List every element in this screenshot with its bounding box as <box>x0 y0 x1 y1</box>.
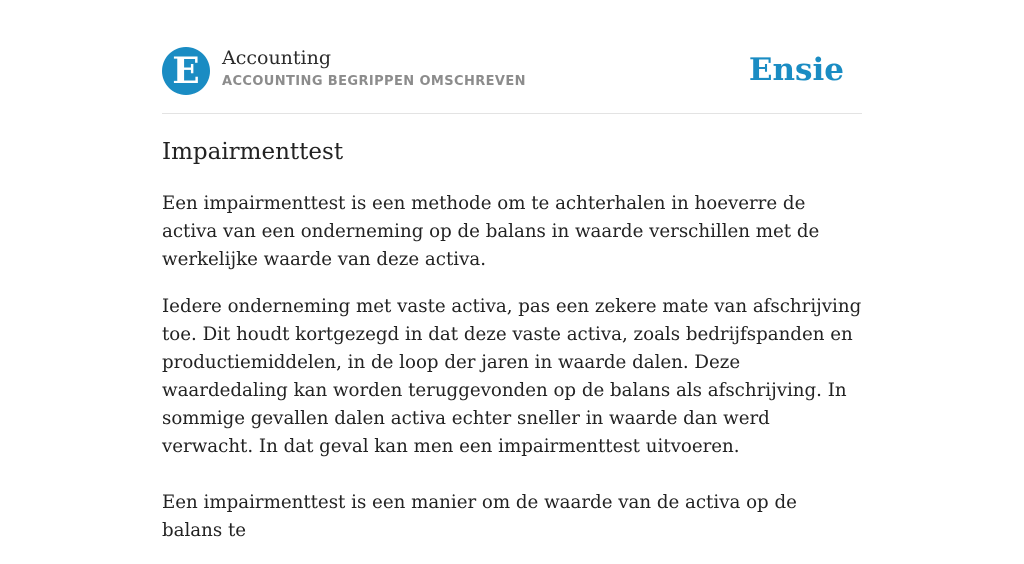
site-title[interactable]: Accounting <box>222 47 332 69</box>
article-paragraph-2: Iedere onderneming met vaste activa, pas een zekere mate van afschrijving toe. Dit houdt kortgezegd in dat deze vaste activa, zoals bedrijfspanden en productiemiddelen, in de loop der jaren in waarde dalen. Deze waardedaling kan worden teruggevonden op de balans als afschrijving. In sommige gevallen dalen activa echter sneller in waarde dan werd verwacht. In dat geval kan men een impairmenttest uitvoeren. <box>162 296 862 457</box>
header-divider <box>162 113 862 114</box>
site-subtitle: ACCOUNTING BEGRIPPEN OMSCHREVEN <box>222 74 526 89</box>
article-paragraph-1: Een impairmenttest is een methode om te achterhalen in hoeverre de activa van een onderneming op de balans in waarde verschillen met de werkelijke waarde van deze activa. <box>162 193 820 270</box>
ensie-logo-icon[interactable]: E <box>162 47 210 95</box>
article <box>162 136 862 564</box>
site-header <box>162 46 862 113</box>
article-paragraph-3: Een impairmenttest is een manier om de waarde van de activa op de balans te <box>162 492 797 541</box>
article-title: Impairmenttest <box>162 139 344 165</box>
brand-link[interactable]: Ensie <box>748 52 844 88</box>
